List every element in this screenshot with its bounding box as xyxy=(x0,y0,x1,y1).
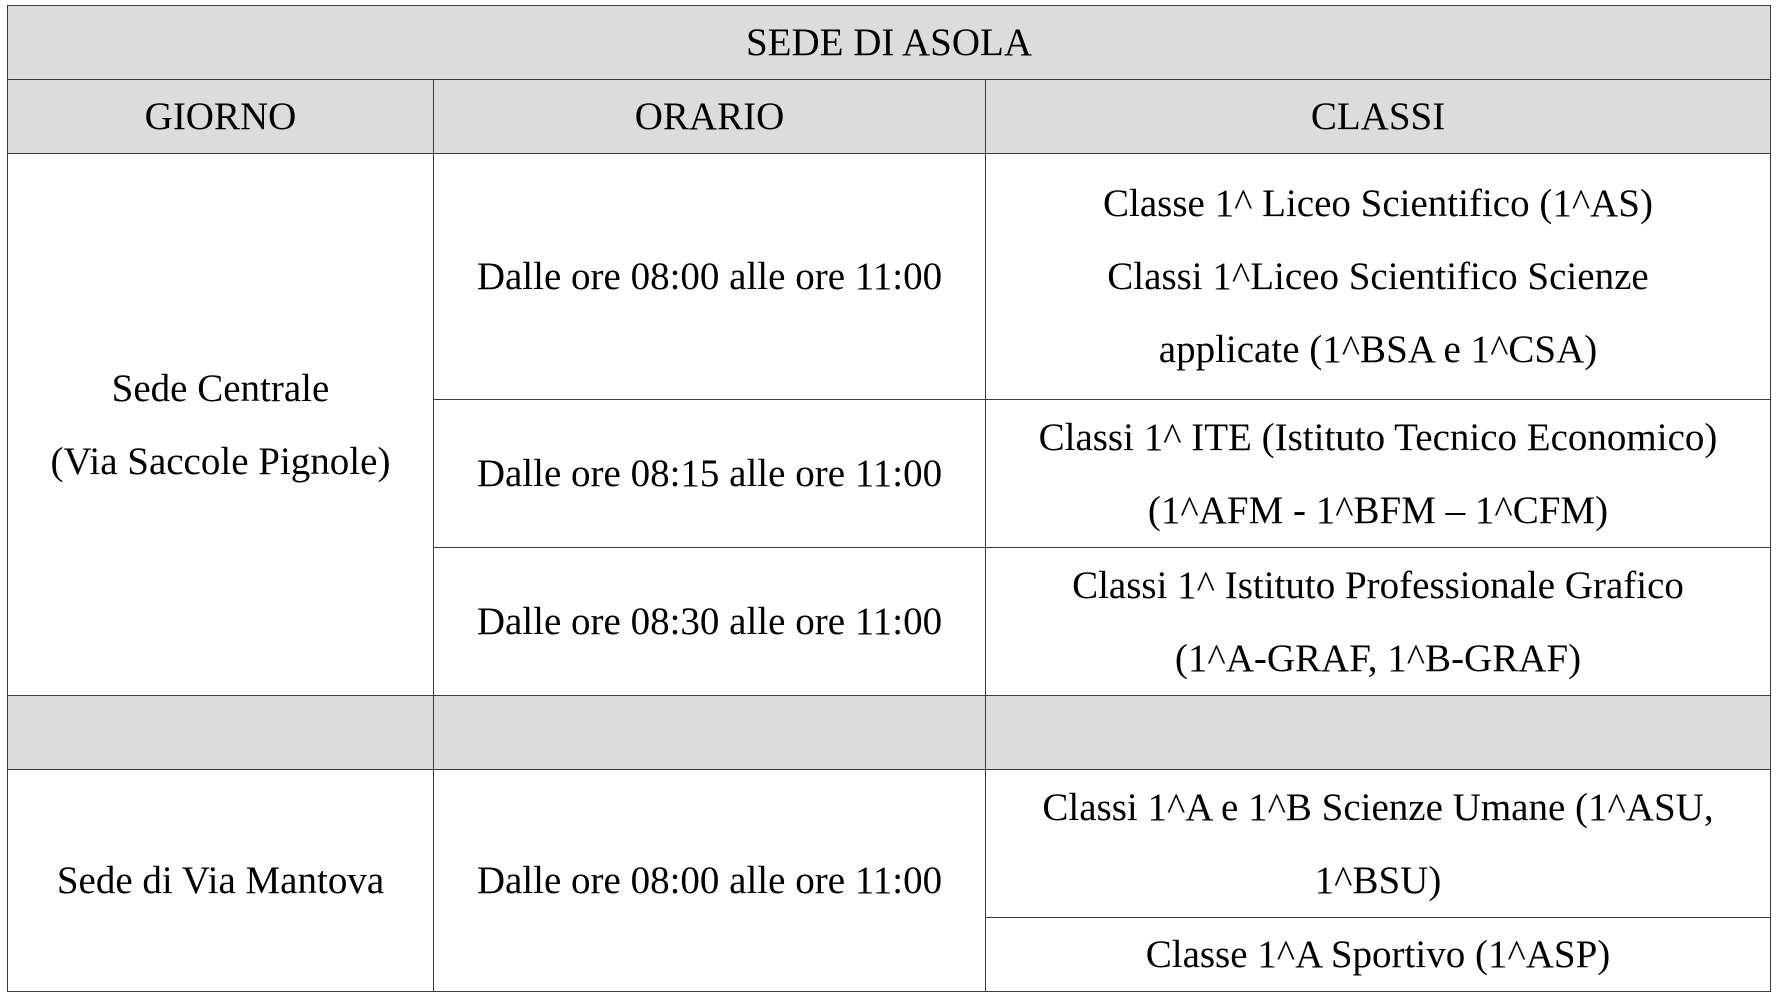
classi-cell xyxy=(986,548,1771,696)
schedule-table xyxy=(7,5,1771,992)
blank-cell xyxy=(434,696,986,770)
sede-centrale-cell xyxy=(8,154,434,696)
header-giorno: GIORNO xyxy=(8,80,434,154)
table-title: SEDE DI ASOLA xyxy=(8,6,1771,80)
sede-centrale-address: (Via Saccole Pignole) xyxy=(50,439,391,483)
classi-line: Classi 1^Liceo Scientifico Scienze xyxy=(1107,255,1649,298)
classi-line: Classi 1^ Istituto Professionale Grafico xyxy=(1072,563,1684,607)
schedule-document xyxy=(7,5,1770,992)
table-row xyxy=(8,154,1771,400)
classi-cell xyxy=(986,400,1771,548)
classi-line: Classi 1^A e 1^B Scienze Umane (1^ASU, xyxy=(1042,785,1714,829)
classi-line: Classe 1^ Liceo Scientifico (1^AS) xyxy=(1103,182,1653,225)
header-row xyxy=(8,80,1771,154)
classi-line: applicate (1^BSA e 1^CSA) xyxy=(1158,328,1598,371)
sede-centrale-name: Sede Centrale xyxy=(111,366,330,410)
classi-line: 1^BSU) xyxy=(1314,858,1442,902)
classi-cell xyxy=(986,154,1771,400)
separator-row xyxy=(8,696,1771,770)
header-classi: CLASSI xyxy=(986,80,1771,154)
blank-cell xyxy=(986,696,1771,770)
blank-cell xyxy=(8,696,434,770)
orario-cell: Dalle ore 08:00 alle ore 11:00 xyxy=(434,770,986,992)
orario-cell: Dalle ore 08:15 alle ore 11:00 xyxy=(434,400,986,548)
classi-line: (1^A-GRAF, 1^B-GRAF) xyxy=(1174,636,1582,680)
sede-mantova-cell: Sede di Via Mantova xyxy=(8,770,434,992)
title-row xyxy=(8,6,1771,80)
classi-cell: Classe 1^A Sportivo (1^ASP) xyxy=(986,918,1771,992)
orario-cell: Dalle ore 08:30 alle ore 11:00 xyxy=(434,548,986,696)
orario-cell: Dalle ore 08:00 alle ore 11:00 xyxy=(434,154,986,400)
classi-cell xyxy=(986,770,1771,918)
table-row xyxy=(8,770,1771,918)
header-orario: ORARIO xyxy=(434,80,986,154)
classi-line: (1^AFM - 1^BFM – 1^CFM) xyxy=(1147,488,1609,532)
classi-line: Classi 1^ ITE (Istituto Tecnico Economico) xyxy=(1038,415,1718,459)
